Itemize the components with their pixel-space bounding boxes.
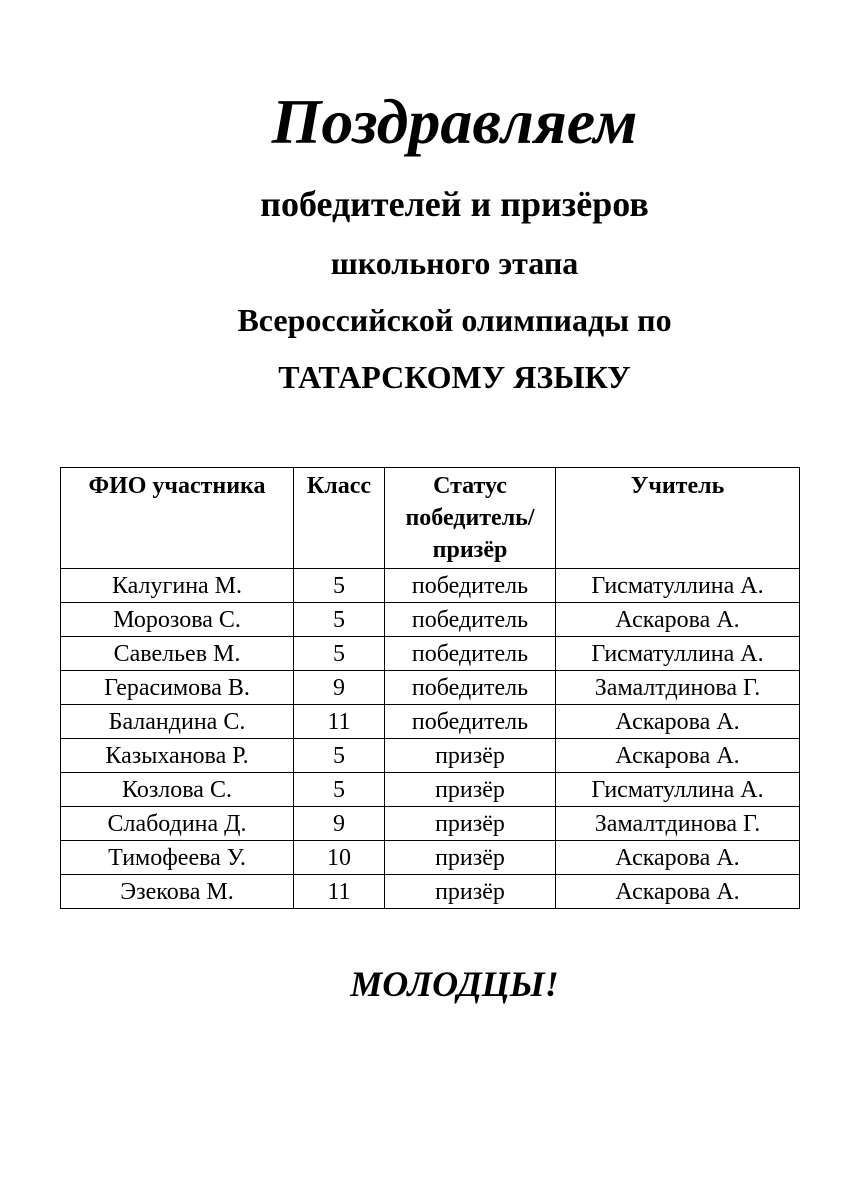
cell-teacher: Аскарова А. [556,603,800,637]
cell-status: победитель [385,569,556,603]
table-row [61,875,800,909]
cell-teacher: Замалтдинова Г. [556,671,800,705]
cell-status: призёр [385,739,556,773]
table-row [61,603,800,637]
results-table [60,467,800,909]
cell-status: призёр [385,773,556,807]
subtitle-stage: школьного этапа [330,245,579,281]
cell-status: призёр [385,807,556,841]
cell-grade: 11 [294,875,385,909]
cell-grade: 11 [294,705,385,739]
cell-status: призёр [385,841,556,875]
cell-name: Калугина М. [61,569,294,603]
cell-grade: 5 [294,603,385,637]
table-row [61,773,800,807]
table-row [61,739,800,773]
header-name: ФИО участника [61,468,294,569]
header-grade: Класс [294,468,385,569]
cell-grade: 9 [294,671,385,705]
cell-grade: 5 [294,569,385,603]
table-header-row [61,468,800,569]
cell-grade: 5 [294,773,385,807]
page-title: Поздравляем [271,86,638,157]
cell-name: Тимофеева У. [61,841,294,875]
cell-status: победитель [385,603,556,637]
cell-teacher: Гисматуллина А. [556,637,800,671]
cell-status: победитель [385,637,556,671]
table-row [61,807,800,841]
subtitle-winners: победителей и призёров [260,184,649,224]
table-row [61,671,800,705]
cell-teacher: Аскарова А. [556,875,800,909]
table-row [61,569,800,603]
table-row [61,841,800,875]
cell-grade: 5 [294,739,385,773]
cell-teacher: Гисматуллина А. [556,569,800,603]
cell-status: победитель [385,705,556,739]
cell-name: Баландина С. [61,705,294,739]
cell-name: Герасимова В. [61,671,294,705]
cell-status: победитель [385,671,556,705]
cell-name: Козлова С. [61,773,294,807]
cell-teacher: Гисматуллина А. [556,773,800,807]
cell-name: Савельев М. [61,637,294,671]
cell-grade: 10 [294,841,385,875]
cell-name: Слабодина Д. [61,807,294,841]
subtitle-subject: ТАТАРСКОМУ ЯЗЫКУ [278,359,631,395]
cell-name: Эзекова М. [61,875,294,909]
cell-teacher: Аскарова А. [556,841,800,875]
cell-grade: 5 [294,637,385,671]
header-teacher: Учитель [556,468,800,569]
cell-grade: 9 [294,807,385,841]
cell-name: Казыханова Р. [61,739,294,773]
cell-status: призёр [385,875,556,909]
table-row [61,705,800,739]
cell-teacher: Замалтдинова Г. [556,807,800,841]
cell-teacher: Аскарова А. [556,705,800,739]
cell-teacher: Аскарова А. [556,739,800,773]
table-row [61,637,800,671]
subtitle-olympiad: Всероссийской олимпиады по [237,302,672,338]
header-status: Статус победитель/ призёр [385,468,556,569]
closing-message: МОЛОДЦЫ! [350,964,559,1004]
cell-name: Морозова С. [61,603,294,637]
